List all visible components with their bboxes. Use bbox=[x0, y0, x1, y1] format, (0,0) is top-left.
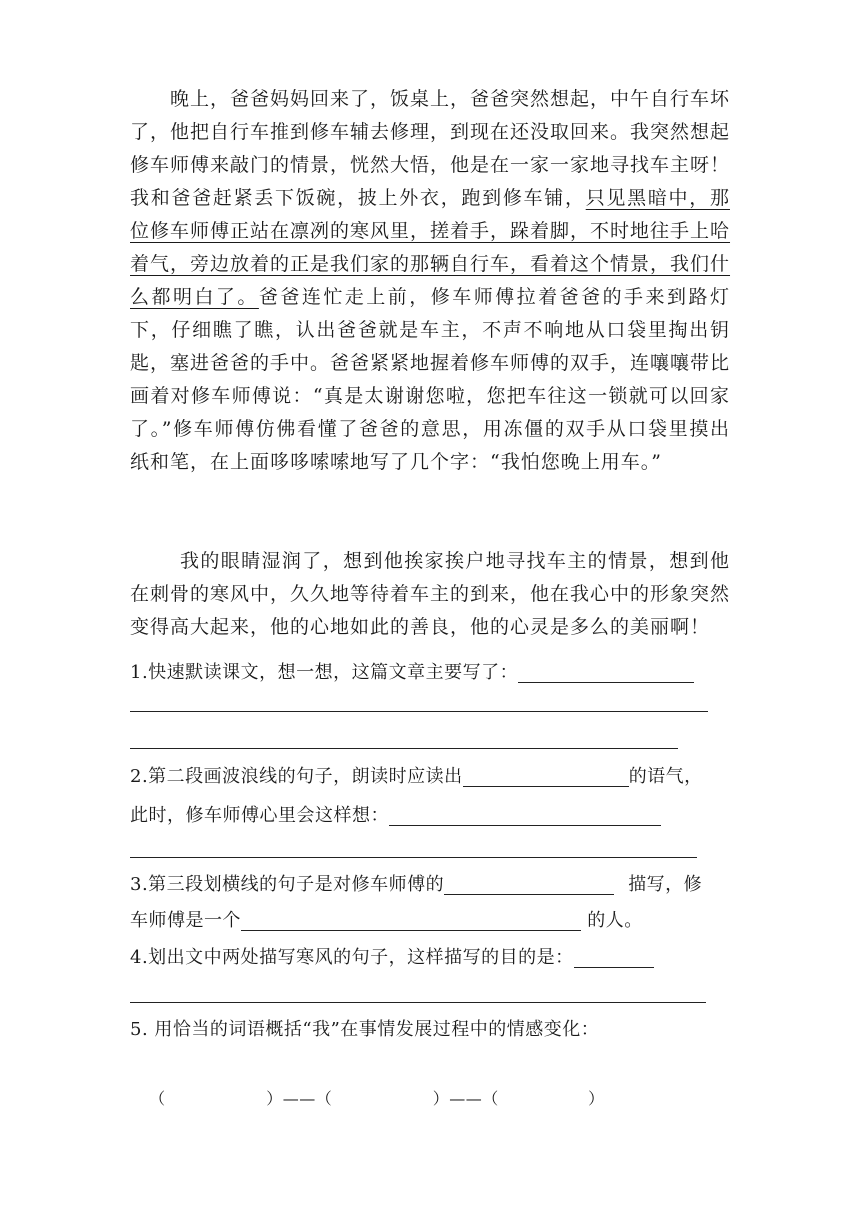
question-1 bbox=[130, 656, 730, 690]
question-5 bbox=[130, 1013, 730, 1047]
question-5-text: 5. 用恰当的词语概括“我”在事情发展过程中的情感变化： bbox=[130, 1019, 600, 1040]
answer-line-1b[interactable] bbox=[130, 748, 678, 749]
passage-paragraph-1 bbox=[130, 83, 730, 479]
answer-line-2[interactable] bbox=[130, 857, 697, 858]
answer-blank-2b[interactable] bbox=[389, 803, 661, 826]
emotion-sequence-blanks[interactable]: （ ）——（ ）——（ ） bbox=[149, 1089, 605, 1108]
question-3-text-c: 车师傅是一个 bbox=[130, 910, 241, 931]
question-3 bbox=[130, 868, 730, 902]
paragraph-2-text: 我的眼睛湿润了，想到他挨家挨户地寻找车主的情景，想到他在刺骨的寒风中，久久地等待着车主的到来，他在我心中的形象突然变得高大起来，他的心地如此的善良，他的心灵是多么的美丽啊！ bbox=[130, 550, 731, 638]
underlined-sentence: 只见黑暗中，那位修车师傅正站在凛冽的寒风里，搓着手，跺着脚，不时地往手上哈着气，旁边放着的正是我们家的那辆自行车，看着这个情景，我们什么都明白了。 bbox=[130, 187, 731, 308]
paragraph-1-text-end: 爸爸连忙走上前，修车师傅拉着爸爸的手来到路灯下，仔细瞧了瞧，认出爸爸就是车主，不声不响地从口袋里掏出钥匙，塞进爸爸的手中。爸爸紧紧地握着修车师傅的双手，连嚷嚷带比画着对修车师傅说：“真是太谢谢您啦，您把车往这一锁就可以回家了。”修车师傅仿佛看懂了爸爸的意思，用冻僵的双手从口袋里摸出纸和笔，在上面哆哆嗦嗦地写了几个字：“我怕您晚上用车。” bbox=[130, 286, 731, 473]
passage-paragraph-2 bbox=[130, 545, 730, 644]
question-4-text: 4.划出文中两处描写寒风的句子，这样描写的目的是： bbox=[130, 947, 574, 968]
question-3-line-2 bbox=[130, 904, 730, 938]
question-5-blanks[interactable] bbox=[138, 1048, 738, 1116]
question-2-text-a: 2.第二段画波浪线的句子，朗读时应读出 bbox=[130, 766, 463, 787]
question-4 bbox=[130, 941, 730, 975]
question-2-line-2 bbox=[130, 799, 730, 833]
answer-line-4[interactable] bbox=[130, 1002, 706, 1003]
answer-blank-4[interactable] bbox=[574, 945, 654, 968]
question-3-text-d: 的人。 bbox=[581, 910, 643, 931]
paragraph-1-text-start: 晚上，爸爸妈妈回来了，饭桌上，爸爸突然想起，中午自行车坏了，他把自行车推到修车辅去修理，到现在还没取回来。我突然想起修车师傅来敲门的情景，恍然大悟，他是在一家一家地寻找车主呀！我和爸爸赶紧丢下饭碗，披上外衣，跑到修车铺， bbox=[130, 88, 731, 209]
answer-line-1a[interactable] bbox=[130, 711, 708, 712]
question-2-text-b: 的语气， bbox=[628, 766, 703, 787]
question-2 bbox=[130, 760, 730, 794]
answer-blank-2a[interactable] bbox=[463, 764, 629, 787]
question-3-text-a: 3.第三段划横线的句子是对修车师傅的 bbox=[130, 874, 445, 895]
question-1-text: 1.快速默读课文，想一想，这篇文章主要写了： bbox=[130, 662, 519, 683]
question-2-text-c: 此时，修车师傅心里会这样想： bbox=[130, 805, 389, 826]
answer-blank-3a[interactable] bbox=[444, 872, 614, 895]
answer-blank-1[interactable] bbox=[518, 660, 694, 683]
question-3-text-b: 描写，修 bbox=[628, 874, 703, 895]
answer-blank-3b[interactable] bbox=[241, 908, 581, 931]
